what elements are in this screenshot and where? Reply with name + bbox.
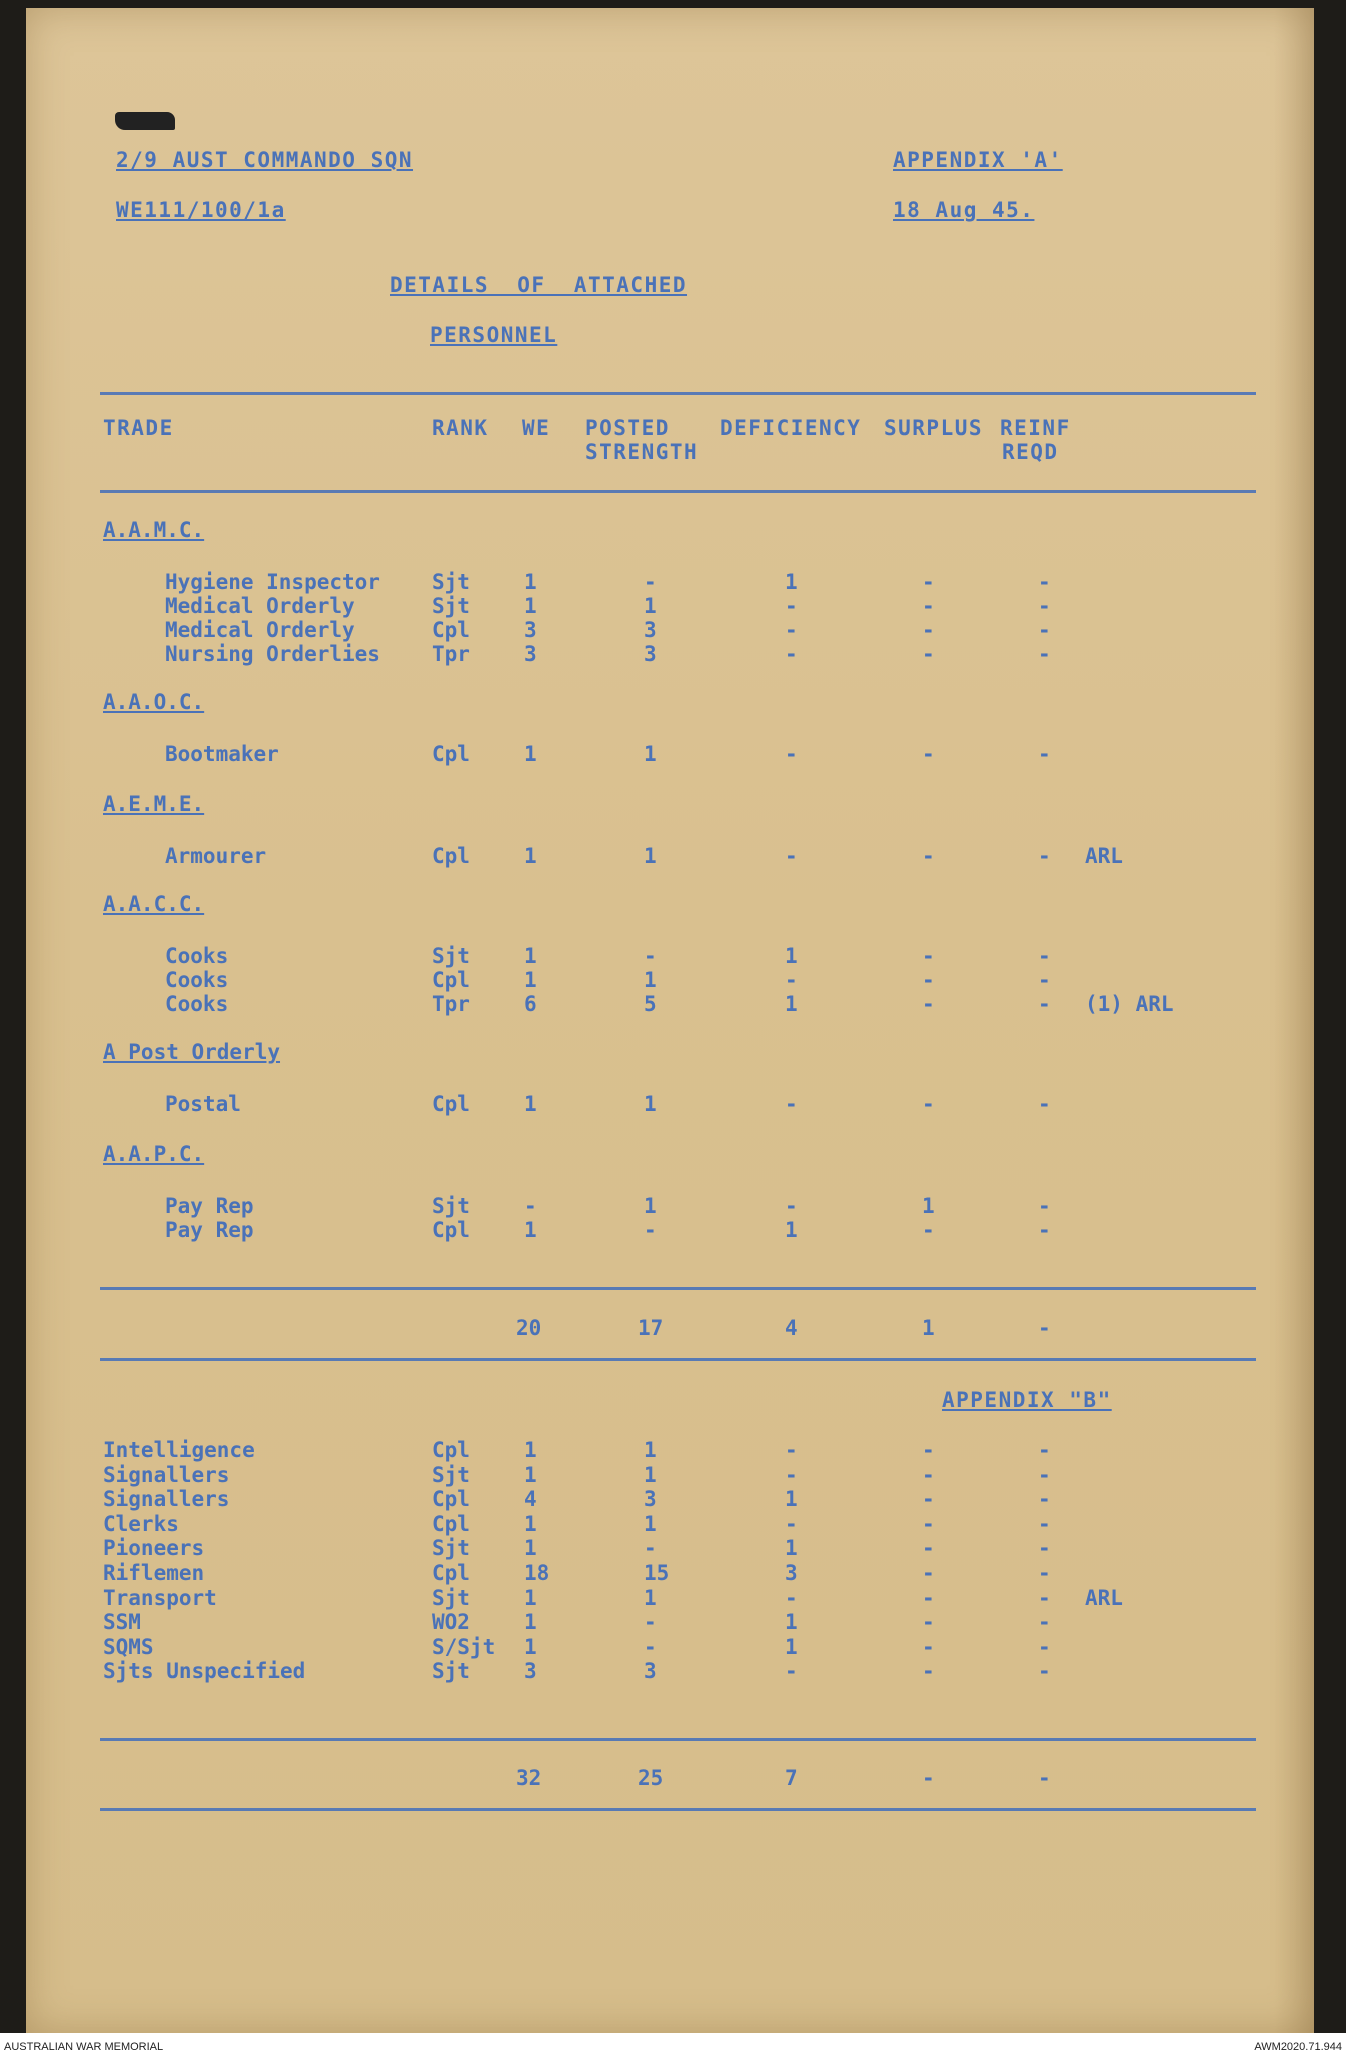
cell-posted: 3 (644, 1487, 657, 1512)
cell-deficiency: - (785, 844, 798, 868)
group-heading: A Post Orderly (103, 1040, 281, 1064)
cell-we: 3 (524, 618, 537, 642)
cell-posted: - (644, 1610, 657, 1635)
cell-rank: Sjt (432, 594, 470, 618)
cell-note: (1) ARL (1085, 992, 1174, 1016)
cell-rank: Sjt (432, 1536, 470, 1561)
cell-trade: Intelligence (103, 1438, 255, 1462)
group-heading: A.A.C.C. (103, 892, 205, 916)
document-page (26, 8, 1314, 2033)
cell-trade: Pioneers (103, 1536, 205, 1561)
document-title: DETAILS OF ATTACHED (390, 273, 688, 297)
cell-we: 1 (524, 1092, 537, 1116)
cell-surplus: - (922, 1610, 935, 1635)
archive-footer (0, 2033, 1346, 2061)
cell-reinf: - (1038, 1462, 1051, 1487)
cell-posted: 15 (644, 1561, 670, 1585)
cell-trade: Pay Rep (165, 1194, 254, 1218)
cell-trade: Armourer (165, 844, 267, 868)
rule-total-b-bottom (100, 1808, 1256, 1811)
reference-number: WE111/100/1a (116, 198, 286, 222)
col-we: WE (522, 416, 551, 440)
cell-rank: Cpl (432, 844, 470, 868)
cell-deficiency: 1 (785, 1536, 798, 1561)
total-posted: 25 (638, 1766, 664, 1790)
group-heading: A.A.M.C. (103, 518, 205, 542)
cell-deficiency: - (785, 618, 798, 642)
cell-rank: Sjt (432, 1659, 470, 1684)
cell-trade: Sjts Unspecified (103, 1659, 306, 1684)
cell-rank: Sjt (432, 1585, 470, 1610)
cell-trade: Riflemen (103, 1561, 205, 1585)
total-we: 32 (516, 1766, 542, 1790)
cell-reinf: - (1038, 618, 1051, 642)
col-surplus: SURPLUS (884, 416, 984, 440)
cell-surplus: - (922, 1438, 935, 1462)
cell-rank: Tpr (432, 992, 470, 1016)
cell-surplus: - (922, 1536, 935, 1561)
cell-rank: Cpl (432, 1218, 470, 1242)
cell-trade: Hygiene Inspector (165, 570, 380, 594)
cell-trade: Cooks (165, 968, 229, 992)
cell-trade: Clerks (103, 1511, 179, 1536)
cell-posted: 1 (644, 968, 657, 992)
document-subtitle: PERSONNEL (430, 323, 558, 347)
footer-institution: AUSTRALIAN WAR MEMORIAL (4, 2041, 164, 2053)
cell-reinf: - (1038, 1194, 1051, 1218)
cell-reinf: - (1038, 1438, 1051, 1462)
col-reqd: REQD (1002, 440, 1059, 464)
footer-accession: AWM2020.71.944 (1254, 2041, 1342, 2053)
cell-deficiency: - (785, 1511, 798, 1536)
cell-we: 1 (524, 968, 537, 992)
col-trade: TRADE (103, 416, 174, 440)
cell-posted: - (644, 1536, 657, 1561)
cell-deficiency: 1 (785, 1610, 798, 1635)
document-date: 18 Aug 45. (893, 198, 1035, 222)
cell-surplus: - (922, 1561, 935, 1585)
rule-total-a-bottom (100, 1358, 1256, 1361)
cell-deficiency: - (785, 968, 798, 992)
cell-rank: Cpl (432, 1487, 470, 1512)
cell-surplus: - (922, 594, 935, 618)
cell-deficiency: - (785, 594, 798, 618)
cell-posted: 1 (644, 1462, 657, 1487)
cell-trade: Cooks (165, 944, 229, 968)
cell-trade: Signallers (103, 1462, 230, 1487)
cell-reinf: - (1038, 1659, 1051, 1684)
total-reinf: - (1038, 1316, 1051, 1340)
cell-deficiency: 1 (785, 1218, 798, 1242)
rule-top (100, 392, 1256, 395)
col-deficiency: DEFICIENCY (720, 416, 862, 440)
cell-deficiency: - (785, 742, 798, 766)
cell-note: ARL (1085, 844, 1123, 868)
cell-we: 3 (524, 1659, 537, 1684)
cell-posted: 1 (644, 594, 657, 618)
cell-rank: Cpl (432, 1092, 470, 1116)
cell-reinf: - (1038, 1487, 1051, 1512)
appendix-b-label: APPENDIX "B" (942, 1388, 1112, 1412)
cell-posted: 1 (644, 1585, 657, 1610)
cell-trade: SQMS (103, 1634, 154, 1659)
cell-reinf: - (1038, 1561, 1051, 1585)
rule-total-a-top (100, 1287, 1256, 1290)
cell-posted: 1 (644, 1438, 657, 1462)
cell-surplus: - (922, 1092, 935, 1116)
cell-deficiency: 1 (785, 570, 798, 594)
group-heading: A.A.O.C. (103, 690, 205, 714)
cell-we: - (524, 1194, 537, 1218)
cell-surplus: - (922, 1585, 935, 1610)
cell-surplus: - (922, 570, 935, 594)
cell-rank: Cpl (432, 1511, 470, 1536)
ink-blot (115, 112, 175, 130)
cell-posted: - (644, 1634, 657, 1659)
cell-trade: Transport (103, 1585, 217, 1610)
cell-deficiency: 1 (785, 992, 798, 1016)
cell-we: 1 (524, 1218, 537, 1242)
total-we: 20 (516, 1316, 542, 1340)
cell-surplus: - (922, 618, 935, 642)
cell-deficiency: - (785, 642, 798, 666)
cell-we: 1 (524, 1634, 537, 1659)
cell-we: 1 (524, 1610, 537, 1635)
cell-rank: Cpl (432, 968, 470, 992)
cell-rank: Sjt (432, 570, 470, 594)
col-posted: POSTED (585, 416, 670, 440)
cell-we: 1 (524, 1536, 537, 1561)
cell-posted: 3 (644, 642, 657, 666)
cell-rank: Tpr (432, 642, 470, 666)
cell-reinf: - (1038, 968, 1051, 992)
cell-posted: 1 (644, 1511, 657, 1536)
cell-surplus: - (922, 1634, 935, 1659)
cell-deficiency: 3 (785, 1561, 798, 1585)
cell-deficiency: 1 (785, 1634, 798, 1659)
cell-rank: S/Sjt (432, 1634, 496, 1659)
cell-reinf: - (1038, 1092, 1051, 1116)
cell-deficiency: 1 (785, 944, 798, 968)
cell-deficiency: - (785, 1462, 798, 1487)
rule-total-b-top (100, 1738, 1256, 1741)
cell-we: 1 (524, 742, 537, 766)
cell-we: 1 (524, 844, 537, 868)
cell-posted: 1 (644, 1092, 657, 1116)
rule-header (100, 490, 1256, 493)
total-deficiency: 4 (785, 1316, 798, 1340)
total-deficiency: 7 (785, 1766, 798, 1790)
cell-rank: Cpl (432, 742, 470, 766)
cell-we: 1 (524, 1462, 537, 1487)
col-reinf: REINF (1000, 416, 1071, 440)
cell-surplus: - (922, 742, 935, 766)
cell-rank: Cpl (432, 1561, 470, 1585)
group-heading: A.A.P.C. (103, 1142, 205, 1166)
cell-surplus: - (922, 1659, 935, 1684)
cell-rank: Sjt (432, 1194, 470, 1218)
cell-trade: Medical Orderly (165, 618, 355, 642)
cell-reinf: - (1038, 1634, 1051, 1659)
cell-surplus: - (922, 1487, 935, 1512)
cell-trade: Pay Rep (165, 1218, 254, 1242)
total-surplus: - (922, 1766, 935, 1790)
cell-trade: Nursing Orderlies (165, 642, 380, 666)
cell-reinf: - (1038, 944, 1051, 968)
cell-reinf: - (1038, 1585, 1051, 1610)
cell-reinf: - (1038, 1218, 1051, 1242)
unit-name: 2/9 AUST COMMANDO SQN (116, 148, 414, 172)
page-fold-shadow (1274, 8, 1314, 2033)
total-posted: 17 (638, 1316, 664, 1340)
cell-deficiency: 1 (785, 1487, 798, 1512)
appendix-label: APPENDIX 'A' (893, 148, 1063, 172)
cell-posted: 1 (644, 1194, 657, 1218)
cell-deficiency: - (785, 1194, 798, 1218)
cell-deficiency: - (785, 1438, 798, 1462)
cell-posted: 3 (644, 618, 657, 642)
cell-reinf: - (1038, 1511, 1051, 1536)
col-strength: STRENGTH (585, 440, 699, 464)
total-surplus: 1 (922, 1316, 935, 1340)
group-heading: A.E.M.E. (103, 792, 205, 816)
cell-posted: 3 (644, 1659, 657, 1684)
cell-rank: Cpl (432, 1438, 470, 1462)
cell-we: 18 (524, 1561, 550, 1585)
cell-reinf: - (1038, 642, 1051, 666)
cell-trade: SSM (103, 1610, 141, 1635)
cell-reinf: - (1038, 844, 1051, 868)
cell-we: 4 (524, 1487, 537, 1512)
cell-rank: WO2 (432, 1610, 470, 1635)
cell-we: 1 (524, 1585, 537, 1610)
cell-surplus: - (922, 944, 935, 968)
cell-note: ARL (1085, 1585, 1123, 1610)
cell-we: 1 (524, 594, 537, 618)
cell-surplus: - (922, 642, 935, 666)
cell-we: 1 (524, 1438, 537, 1462)
cell-reinf: - (1038, 742, 1051, 766)
cell-surplus: 1 (922, 1194, 935, 1218)
cell-posted: - (644, 1218, 657, 1242)
cell-posted: 5 (644, 992, 657, 1016)
cell-reinf: - (1038, 570, 1051, 594)
cell-deficiency: - (785, 1585, 798, 1610)
cell-posted: 1 (644, 844, 657, 868)
cell-surplus: - (922, 1462, 935, 1487)
cell-surplus: - (922, 1511, 935, 1536)
cell-surplus: - (922, 1218, 935, 1242)
cell-reinf: - (1038, 1610, 1051, 1635)
cell-posted: - (644, 570, 657, 594)
cell-rank: Sjt (432, 1462, 470, 1487)
cell-reinf: - (1038, 594, 1051, 618)
cell-we: 1 (524, 1511, 537, 1536)
cell-trade: Cooks (165, 992, 229, 1016)
cell-trade: Bootmaker (165, 742, 279, 766)
cell-surplus: - (922, 992, 935, 1016)
cell-reinf: - (1038, 1536, 1051, 1561)
col-rank: RANK (432, 416, 489, 440)
cell-we: 3 (524, 642, 537, 666)
cell-deficiency: - (785, 1659, 798, 1684)
cell-deficiency: - (785, 1092, 798, 1116)
cell-we: 1 (524, 944, 537, 968)
cell-surplus: - (922, 844, 935, 868)
cell-posted: - (644, 944, 657, 968)
cell-reinf: - (1038, 992, 1051, 1016)
cell-posted: 1 (644, 742, 657, 766)
cell-trade: Postal (165, 1092, 241, 1116)
cell-we: 1 (524, 570, 537, 594)
cell-surplus: - (922, 968, 935, 992)
cell-rank: Cpl (432, 618, 470, 642)
total-reinf: - (1038, 1766, 1051, 1790)
cell-rank: Sjt (432, 944, 470, 968)
cell-trade: Medical Orderly (165, 594, 355, 618)
cell-we: 6 (524, 992, 537, 1016)
cell-trade: Signallers (103, 1487, 230, 1512)
